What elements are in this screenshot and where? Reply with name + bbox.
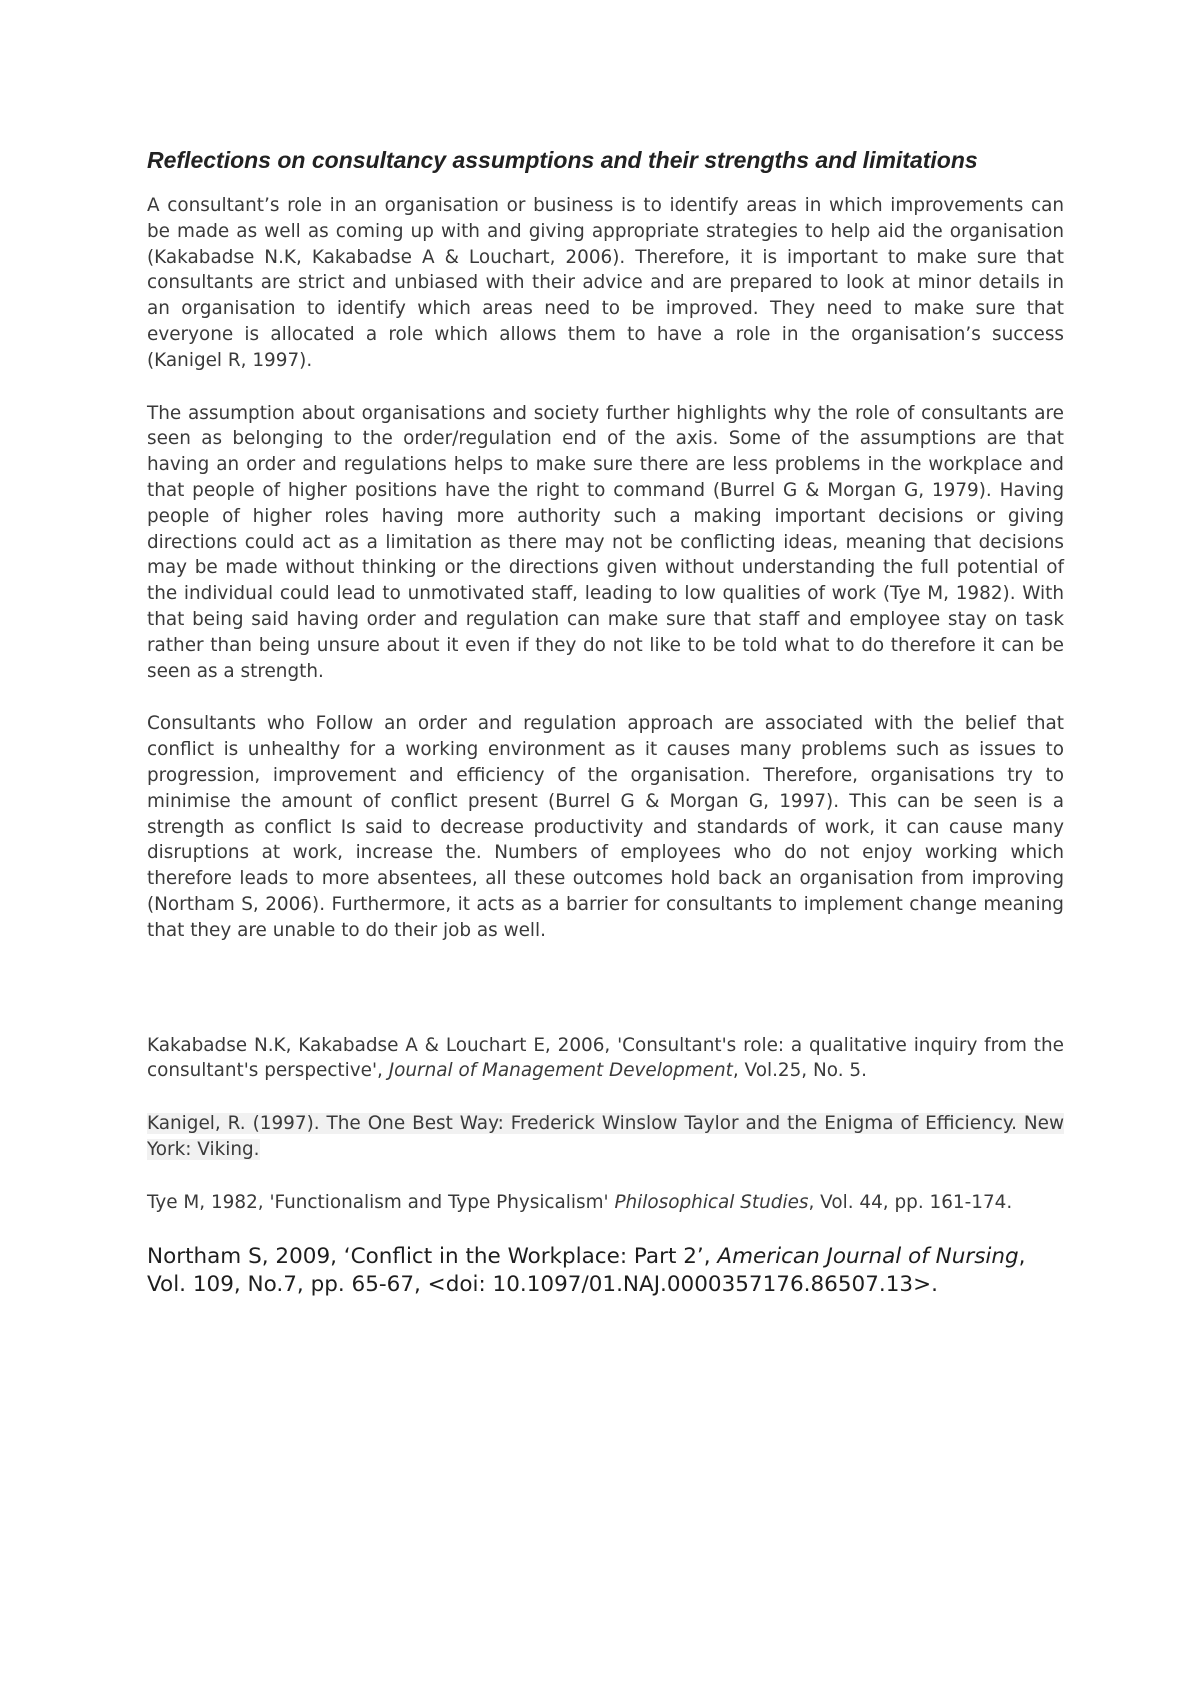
- reference-tye-lead: Tye M, 1982, 'Functionalism and Type Physicalism': [147, 1191, 615, 1213]
- section-spacer: [147, 971, 1064, 1033]
- reference-kakabadse-lead: Kakabadse N.K, Kakabadse A & Louchart E, 2006, 'Consultant's role: a qualitative inquiry from the consultant's perspective',: [147, 1034, 1064, 1082]
- reference-northam-lead: Northam S, 2009, ‘Conflict in the Workplace: Part 2’,: [147, 1243, 718, 1269]
- reference-northam: [147, 1243, 1064, 1300]
- document-title: Reflections on consultancy assumptions and their strengths and limitations: [147, 147, 978, 173]
- paragraph-consultant-role: A consultant’s role in an organisation or business is to identify areas in which improvements can be made as well as coming up with and giving appropriate strategies to help aid the organisation (Kakabadse N.K, Kakabadse A & Louchart, 2006). Therefore, it is important to make sure that consultants are strict and unbiased with their advice and are prepared to look at minor details in an organisation to identify which areas need to be improved. They need to make sure that everyone is allocated a role which allows them to have a role in the organisation’s success (Kanigel R, 1997).: [147, 195, 1064, 371]
- reference-kakabadse-tail: , Vol.25, No. 5.: [732, 1060, 867, 1082]
- reference-kanigel: [147, 1111, 1064, 1163]
- reference-tye-journal: Philosophical Studies: [614, 1191, 809, 1213]
- paragraph-assumptions: The assumption about organisations and society further highlights why the role of consultants are seen as belonging to the order/regulation end of the axis. Some of the assumptions are that having an order and regulations helps to make sure there are less problems in the workplace and that people of higher positions have the right to command (Burrel G & Morgan G, 1979). Having people of higher roles having more authority such a making important decisions or giving directions could act as a limitation as there may not be conflicting ideas, meaning that decisions may be made without thinking or the directions given without understanding the full potential of the individual could lead to unmotivated staff, leading to low qualities of work (Tye M, 1982). With that being said having order and regulation can make sure that staff and employee stay on task rather than being unsure about it even if they do not like to be told what to do therefore it can be seen as a strength.: [147, 402, 1064, 682]
- reference-list: [147, 1033, 1064, 1300]
- reference-kanigel-text: Kanigel, R. (1997). The One Best Way: Frederick Winslow Taylor and the Enigma of Efficiency. New York: Viking.: [147, 1113, 1064, 1160]
- document-body: [147, 144, 1064, 1300]
- reference-northam-tail: , Vol. 109, No.7, pp. 65-67, <doi: 10.1097/01.NAJ.0000357176.86507.13>.: [147, 1243, 1026, 1297]
- reference-tye: [147, 1190, 1064, 1216]
- reference-kakabadse-journal: Journal of Management Development: [388, 1060, 733, 1082]
- reference-northam-journal: American Journal of Nursing: [717, 1243, 1019, 1269]
- paragraph-conflict: Consultants who Follow an order and regulation approach are associated with the belief that conflict is unhealthy for a working environment as it causes many problems such as issues to progression, improvement and efficiency of the organisation. Therefore, organisations try to minimise the amount of conflict present (Burrel G & Morgan G, 1997). This can be seen is a strength as conflict Is said to decrease productivity and standards of work, it can cause many disruptions at work, increase the. Numbers of employees who do not enjoy working which therefore leads to more absentees, all these outcomes hold back an organisation from improving (Northam S, 2006). Furthermore, it acts as a barrier for consultants to implement change meaning that they are unable to do their job as well.: [147, 713, 1064, 941]
- reference-tye-tail: , Vol. 44, pp. 161-174.: [808, 1191, 1013, 1213]
- reference-kakabadse: [147, 1033, 1064, 1085]
